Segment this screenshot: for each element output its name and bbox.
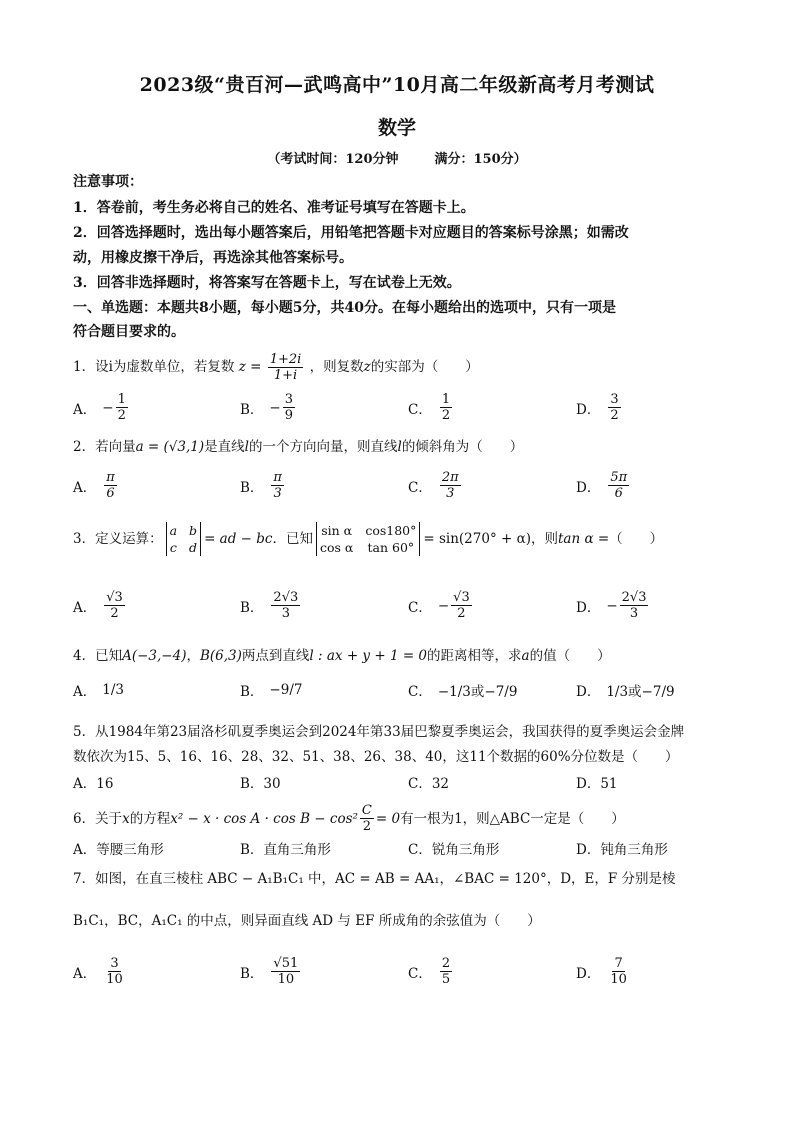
question-2: 2．若向量a = (√3,1)是直线l的一个方向向量，则直线l的倾斜角为（ ） [73, 439, 524, 455]
option-b[interactable]: B． $\frac{\pi}{3}$ [240, 470, 282, 501]
section-heading: 一、单选题：本题共8小题，每小题5分，共40分。在每小题给出的选项中，只有一项是 [73, 300, 616, 316]
exam-title: 2023级“贵百河—武鸣高中”10月高二年级新高考月考测试 [139, 74, 655, 96]
option-c[interactable]: C． $\frac{1}{2}$ [408, 392, 451, 423]
fraction: $\frac{1+2i}{1+i}$ [269, 352, 302, 383]
option-d[interactable]: D． $\frac{7}{10}$ [576, 956, 627, 987]
option-c[interactable]: C． − $\frac{√3}{2}$ [408, 590, 470, 621]
note-item: 2．回答选择题时，选出每小题答案后，用铅笔把答题卡对应题目的答案标号涂黑；如需改 [73, 225, 629, 241]
question-7: 7．如图，在直三棱柱 ABC − A₁B₁C₁ 中，AC = AB = AA₁，∠BAC = 120°，D，E，F 分别是棱 [73, 871, 676, 887]
option-c[interactable]: C．锐角三角形 [408, 842, 500, 858]
option-b[interactable]: B． − $\frac{3}{9}$ [240, 392, 294, 423]
option-d[interactable]: D． 1/3或−7/9 [576, 684, 675, 700]
option-c[interactable]: C． $\frac{2\pi}{3}$ [408, 470, 459, 501]
option-c[interactable]: C． −1/3或−7/9 [408, 684, 518, 700]
option-d[interactable]: D．钝角三角形 [576, 842, 668, 858]
option-a[interactable]: A． $\frac{3}{10}$ [73, 956, 123, 987]
section-heading-cont: 符合题目要求的。 [73, 324, 185, 340]
option-a[interactable]: A． $\frac{√3}{2}$ [73, 590, 123, 621]
option-d[interactable]: D． $\frac{3}{2}$ [576, 392, 619, 423]
determinant: a b c d [163, 522, 204, 556]
note-item: 3．回答非选择题时，将答案写在答题卡上，写在试卷上无效。 [73, 275, 461, 291]
determinant: sin α cos180° cos α tan 60° [313, 522, 423, 556]
option-c[interactable]: C． $\frac{2}{5}$ [408, 956, 451, 987]
option-a[interactable]: A． $\frac{\pi}{6}$ [73, 470, 115, 501]
option-d[interactable]: D．51 [576, 776, 618, 792]
exam-time: （考试时间：120分钟 [267, 152, 399, 167]
option-c[interactable]: C．32 [408, 776, 450, 792]
option-a[interactable]: A． 1/3 [73, 682, 124, 700]
option-b[interactable]: B．30 [240, 776, 281, 792]
option-b[interactable]: B． −9/7 [240, 682, 303, 700]
exam-subject: 数学 [377, 117, 416, 139]
option-b[interactable]: B． $\frac{√51}{10}$ [240, 956, 299, 987]
note-item: 动，用橡皮擦干净后，再选涂其他答案标号。 [73, 250, 353, 266]
exam-score: 满分：150分） [434, 152, 527, 167]
question-1: 1．设i为虚数单位，若复数 z = $\frac{1+2i}{1+i}$ ，则复数z的实部为（ ） [73, 352, 479, 383]
question-4: 4．已知A(−3,−4)，B(6,3)两点到直线l : ax + y + 1 = 0的距离相等，求a的值（ ） [73, 648, 611, 664]
option-b[interactable]: B． $\frac{2√3}{3}$ [240, 590, 299, 621]
note-item: 1．答卷前，考生务必将自己的姓名、准考证号填写在答题卡上。 [73, 200, 475, 216]
question-3: 3．定义运算： a b c d = ad − bc ．已知 sin α cos180° cos α tan 60° = sin(270° + α) ，则 tan α = （ ） [73, 523, 664, 555]
option-b[interactable]: B．直角三角形 [240, 842, 331, 858]
option-a[interactable]: A．16 [73, 776, 114, 792]
question-5-cont: 数依次为15、5、16、16、28、32、51、38、26、38、40，这11个数据的60%分位数是（ ） [73, 749, 679, 765]
option-a[interactable]: A．等腰三角形 [73, 842, 164, 858]
option-d[interactable]: D． $\frac{5\pi}{6}$ [576, 470, 628, 501]
question-5: 5．从1984年第23届洛杉矶夏季奥运会到2024年第33届巴黎夏季奥运会，我国获得的夏季奥运会金牌 [73, 724, 685, 740]
notes-heading: 注意事项： [73, 174, 143, 190]
exam-info [0, 148, 794, 167]
option-d[interactable]: D． − $\frac{2√3}{3}$ [576, 590, 647, 621]
question-7-cont: B₁C₁，BC，A₁C₁ 的中点，则异面直线 AD 与 EF 所成角的余弦值为（ ） [73, 913, 541, 929]
question-6: 6．关于 x 的方程 x² − x · cos A · cos B − cos² $\frac{C}{2}$ = 0 有一根为1，则△ABC一定是（ ） [73, 803, 625, 834]
option-a[interactable]: A． − $\frac{1}{2}$ [73, 392, 126, 423]
